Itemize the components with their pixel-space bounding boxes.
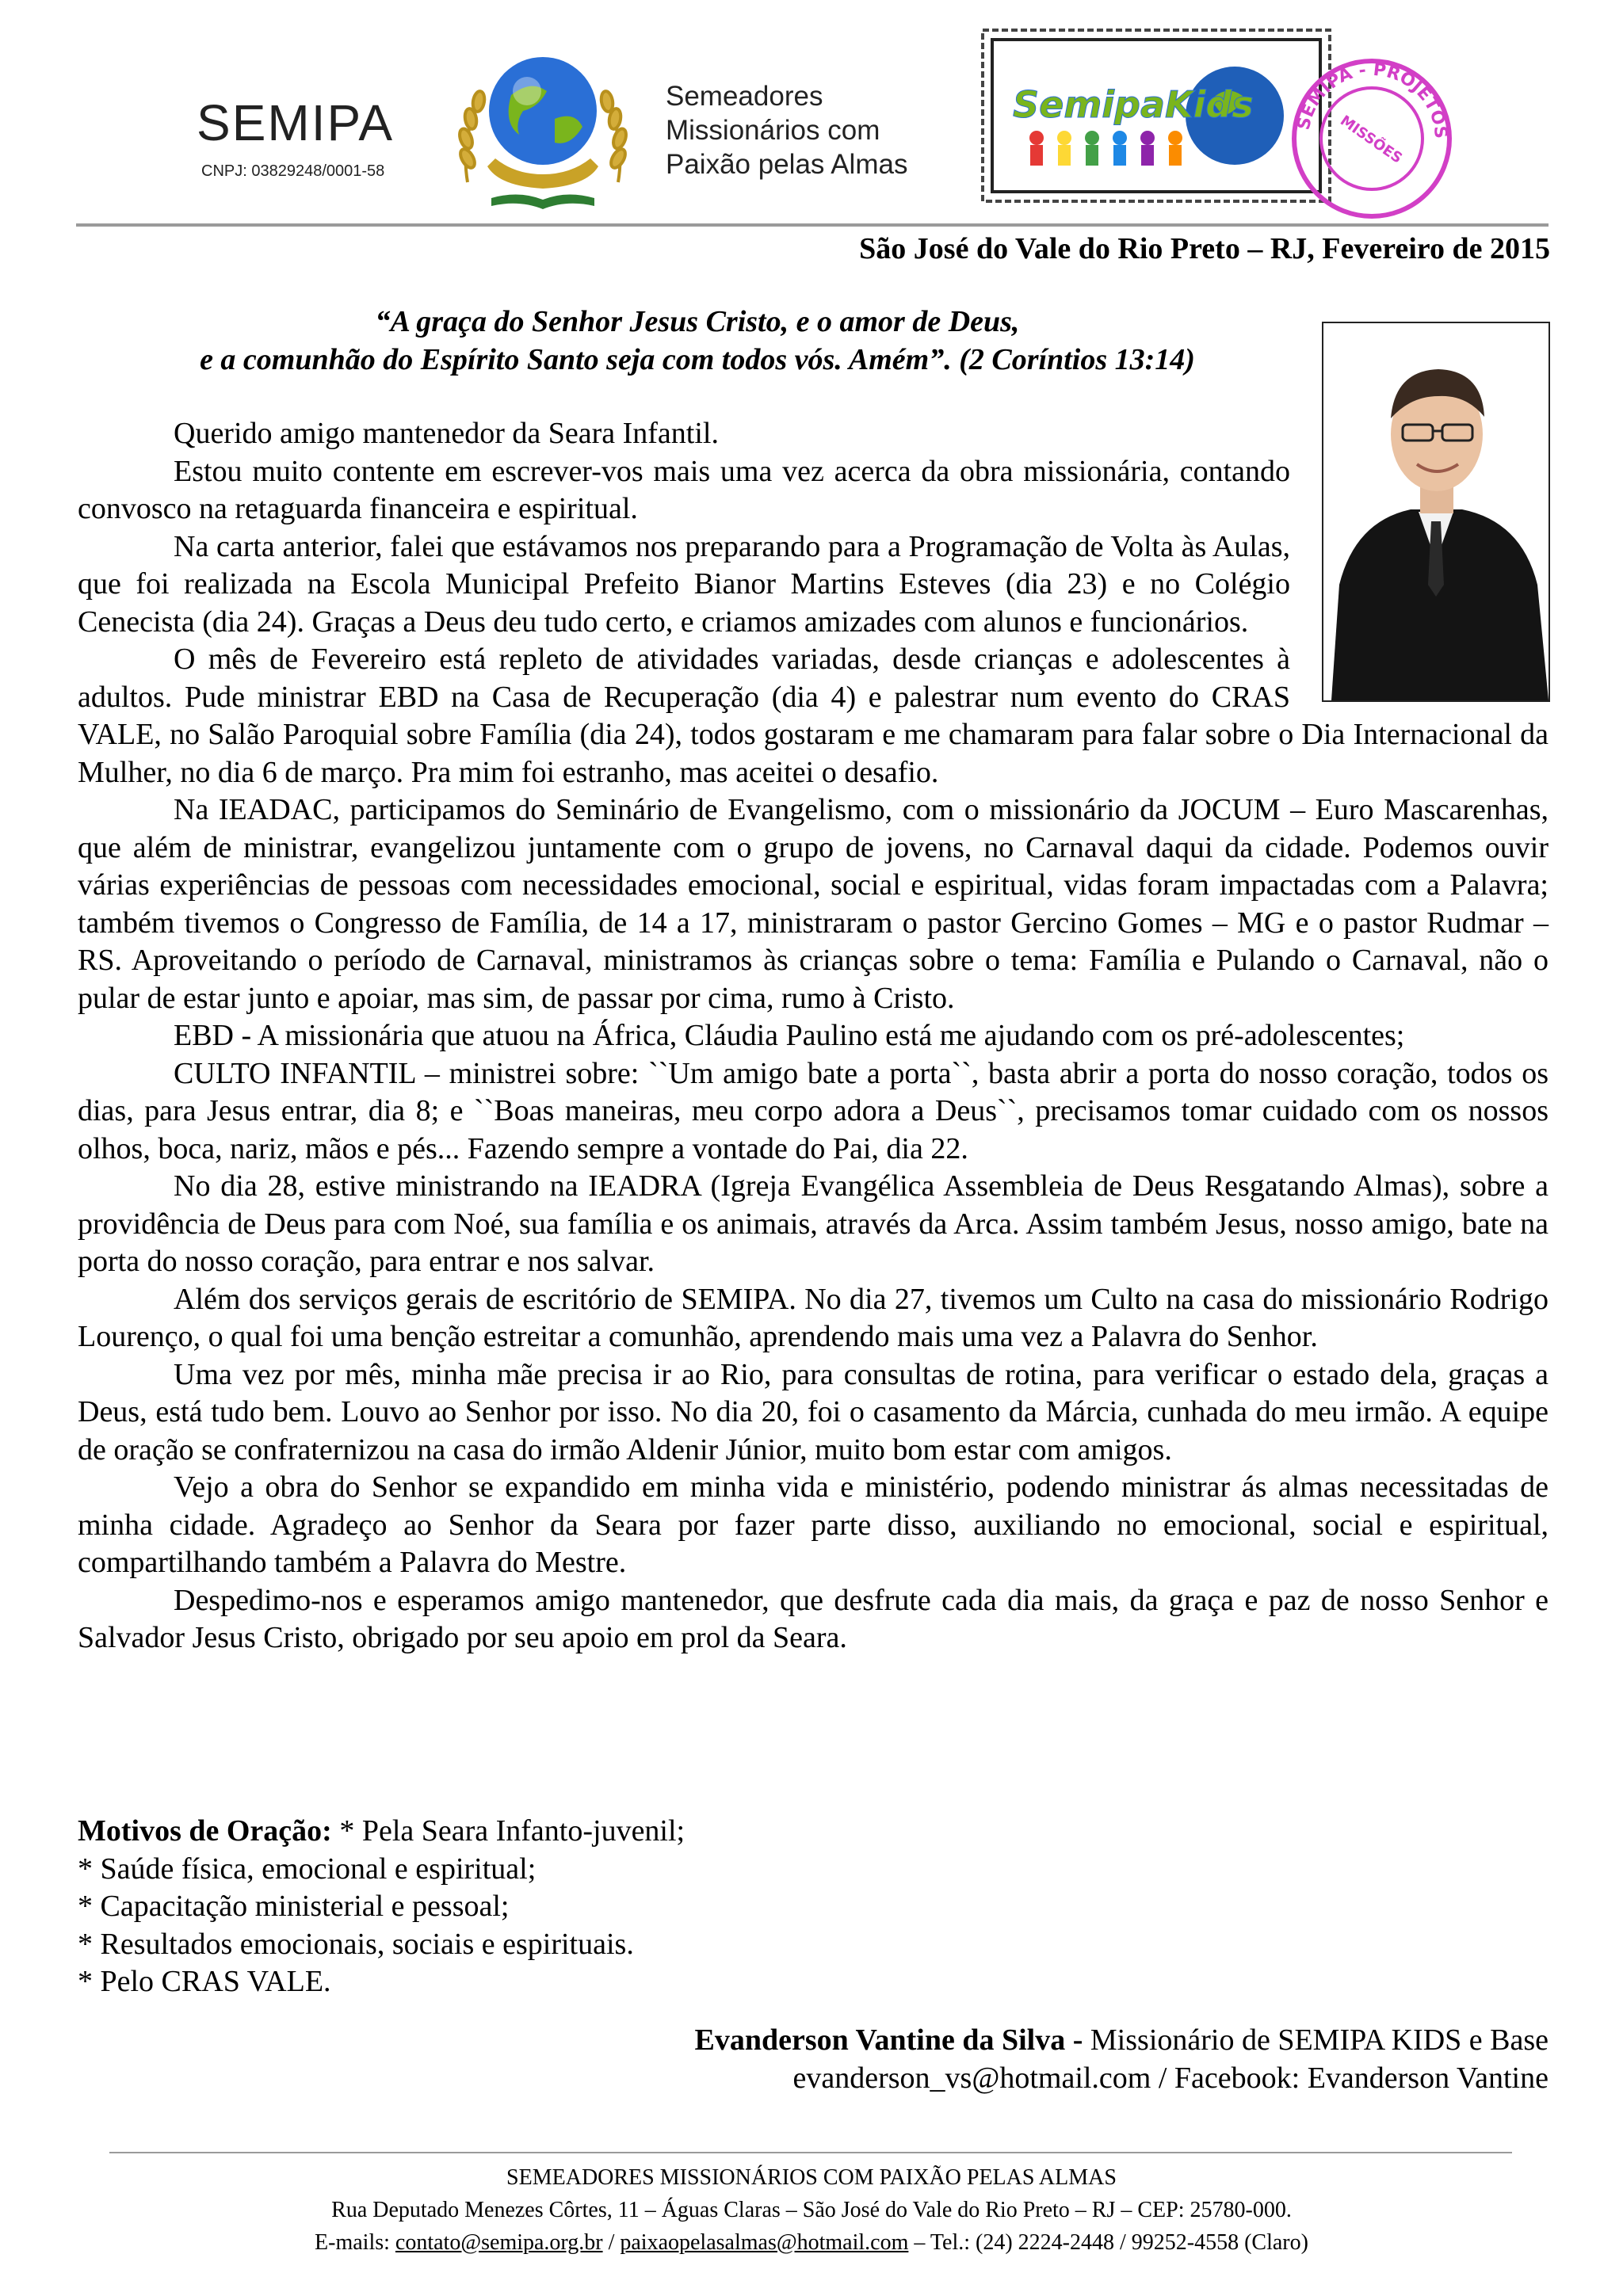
letter-paragraph: Querido amigo mantenedor da Seara Infantil. — [174, 417, 719, 450]
prayer-item: * Capacitação ministerial e pessoal; — [78, 1890, 510, 1923]
photo-wrap-space — [1290, 415, 1549, 708]
letter-paragraph: No dia 28, estive ministrando na IEADRA (Igreja Evangélica Assembleia de Deus Resgatando Almas), sobre a providência de Deus para com Noé, sua família e os animais, através da Arca. Assim também Jesus, nosso amigo, bate na porta do nosso coração, para entrar e nos salvar. — [78, 1169, 1549, 1278]
email-link[interactable]: paixaopelasalmas@hotmail.com — [620, 2230, 909, 2255]
letter-paragraph: Na IEADAC, participamos do Seminário de Evangelismo, com o missionário da JOCUM – Euro Mascarenhas, que além de ministrar, evangelizou juntamente com o grupo de jovens, no Carnaval daqui da cidade. Podemos ouvir várias experiências de pessoas com necessidades emocional, social e espiritual, vidas foram impactadas com a Palavra; também tivemos o Congresso de Família, de 14 a 17, ministraram o pastor Gercino Gomes – MG e o pastor Rudmar – RS. Aproveitando o período de Carnaval, ministramos às crianças sobre o tema: Família e Pulando o Carnaval, não o pular de estar junto e apoiar, mas sim, de passar por cima, rumo à Cristo. — [78, 793, 1549, 1015]
tagline-line: Paixão pelas Almas — [666, 149, 908, 180]
brand-name: SEMIPA — [197, 94, 395, 151]
signature — [694, 2022, 1549, 2097]
tagline-line: Missionários com — [666, 115, 880, 146]
prayer-item: * Pelo CRAS VALE. — [78, 1965, 331, 1998]
letter-paragraph: Uma vez por mês, minha mãe precisa ir ao Rio, para consultas de rotina, para verificar o estado dela, graças a Deus, está tudo bem. Louvo ao Senhor por isso. No dia 20, foi o casamento da Márcia, cunhada do meu irmão. A equipe de oração se confraternizou na casa do irmão Aldenir Júnior, muito bom estar com amigos. — [78, 1357, 1549, 1466]
letter-paragraph: Na carta anterior, falei que estávamos nos preparando para a Programação de Volta às Aulas, que foi realizada na Escola Municipal Prefeito Bianor Martins Esteves (dia 23) e no Colégio Cenecista (dia 24). Graças a Deus deu tudo certo, e criamos amizades com alunos e funcionários. — [78, 529, 1290, 639]
prayer-item: * Resultados emocionais, sociais e espirituais. — [78, 1927, 634, 1961]
stamp-inner-text: MISSÕES — [1337, 112, 1406, 167]
svg-text:SEMIPA - PROJETOS — [1294, 60, 1451, 139]
stamp-text: SEMIPA - PROJETOS — [1293, 59, 1451, 139]
letter-paragraph: Estou muito contente em escrever-vos mais uma vez acerca da obra missionária, contando convosco na retaguarda financeira e espiritual. — [78, 454, 1290, 525]
cnpj: CNPJ: 03829248/0001-58 — [201, 162, 385, 180]
letter-paragraph: Despedimo-nos e esperamos amigo mantenedor, que desfrute cada dia mais, da graça e paz de nosso Senhor e Salvador Jesus Cristo, obrigado por seu apoio em prol da Seara. — [78, 1583, 1549, 1654]
letter-body — [78, 415, 1549, 1657]
prayer-requests — [78, 1813, 685, 2001]
footer-divider — [109, 2152, 1512, 2153]
footer — [0, 2161, 1623, 2259]
tagline-line: Semeadores — [666, 81, 823, 112]
email-separator: / — [602, 2230, 621, 2255]
tagline — [666, 79, 907, 181]
signature-line — [694, 2022, 1549, 2060]
letter-paragraph: Além dos serviços gerais de escritório de SEMIPA. No dia 27, tivemos um Culto na casa do missionário Rodrigo Lourenço, o qual foi uma benção estreitar a comunhão, aprendendo mais uma vez a Palavra do Senhor. — [78, 1282, 1549, 1353]
signer-role: Missionário de SEMIPA KIDS e Base — [1083, 2023, 1549, 2057]
header-divider — [76, 223, 1549, 227]
email-link[interactable]: contato@semipa.org.br — [395, 2230, 603, 2255]
bible-verse — [79, 303, 1316, 379]
date-line: São José do Vale do Rio Preto – RJ, Fevereiro de 2015 — [859, 232, 1550, 265]
prayer-label: Motivos de Oração: — [78, 1814, 332, 1848]
emails-label: E-mails: — [315, 2230, 395, 2255]
letter-paragraph: Vejo a obra do Senhor se expandido em minha vida e ministério, podendo ministrar ás almas necessitadas de minha cidade. Agradeço ao Senhor da Seara por fazer parte disso, auxiliando no emocional, social e espiritual, compartilhando também a Palavra do Mestre. — [78, 1470, 1549, 1579]
missions-stamp-icon — [1289, 55, 1455, 222]
letterhead — [0, 0, 1623, 230]
letter-paragraph: CULTO INFANTIL – ministrei sobre: ``Um amigo bate a porta``, basta abrir a porta do nosso coração, todos os dias, para Jesus entrar, dia 8; e ``Boas maneiras, meu corpo adora a Deus``, precisamos tomar cuidado com os nossos olhos, boca, nariz, mãos e pés... Fazendo sempre a vontade do Pai, dia 22. — [78, 1056, 1549, 1165]
footer-contacts — [0, 2226, 1623, 2259]
signer-contact: evanderson_vs@hotmail.com / Facebook: Evanderson Vantine — [792, 2061, 1549, 2095]
verse-line: “A graça do Senhor Jesus Cristo, e o amor de Deus, — [375, 305, 1020, 338]
letter-paragraph: EBD - A missionária que atuou na África, Cláudia Paulino está me ajudando com os pré-adolescentes; — [174, 1019, 1405, 1052]
globe-logo-icon — [444, 48, 642, 214]
footer-org: SEMEADORES MISSIONÁRIOS COM PAIXÃO PELAS ALMAS — [506, 2165, 1117, 2190]
phone: – Tel.: (24) 2224-2448 / 99252-4558 (Claro) — [908, 2230, 1308, 2255]
signer-name: Evanderson Vantine da Silva - — [694, 2023, 1083, 2057]
semipa-kids-logo-icon — [981, 29, 1331, 203]
verse-line: e a comunhão do Espírito Santo seja com todos vós. Amém”. (2 Coríntios 13:14) — [200, 343, 1195, 376]
letter-paragraph: O mês de Fevereiro está repleto de atividades variadas, desde crianças e adolescentes à adultos. Pude ministrar EBD na Casa de Recuperação (dia 4) e palestrar num evento do CRAS VALE, no Salão Paroquial sobre Família (dia 24), todos gostaram e me chamaram para falar sobre o Dia Internacional da Mulher, no dia 6 de março. Pra mim foi estranho, mas aceitei o desafio. — [78, 643, 1549, 789]
prayer-first-line — [78, 1813, 685, 1851]
prayer-item: * Pela Seara Infanto-juvenil; — [331, 1814, 685, 1848]
kids-logo-text: SemipaKids — [1013, 83, 1254, 126]
footer-address: Rua Deputado Menezes Côrtes, 11 – Águas Claras – São José do Vale do Rio Preto – RJ – CEP: 25780-000. — [331, 2198, 1292, 2222]
prayer-item: * Saúde física, emocional e espiritual; — [78, 1852, 537, 1886]
